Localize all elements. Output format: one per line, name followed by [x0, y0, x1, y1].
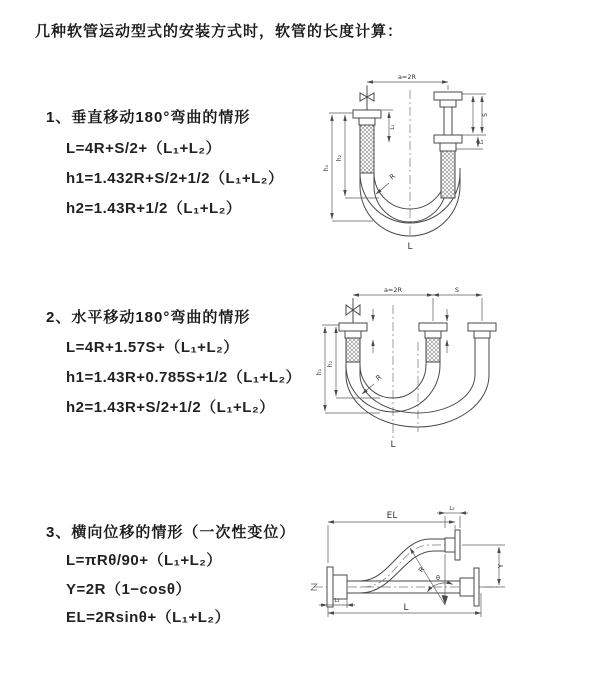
label-el: EL [386, 511, 398, 521]
label-l: L [403, 603, 409, 613]
label-l1: L₁ [390, 124, 396, 130]
label-r: R [388, 172, 398, 182]
label-a2r: a=2R [397, 73, 417, 81]
label-r: R [417, 565, 427, 575]
label-y: Y [497, 563, 505, 569]
dimension-EL [328, 511, 455, 563]
section-2-formula-h1: h1=1.43R+0.785S+1/2（L₁+L₂） [66, 369, 302, 386]
label-h2: h₂ [327, 360, 334, 368]
label-h2: h₂ [336, 154, 343, 162]
left-flange-assembly [339, 323, 367, 362]
section-1-formula-L: L=4R+S/2+（L₁+L₂） [66, 140, 222, 157]
label-l1: L₁ [334, 598, 340, 604]
dimension-a2r [367, 73, 448, 92]
right-flange-assembly [468, 323, 496, 338]
section-3-heading: 3、横向位移的情形（一次性变位） [46, 524, 296, 541]
label-r: R [374, 373, 384, 383]
label-l-total: L [407, 242, 413, 252]
label-s: S [454, 286, 460, 294]
label-l2: L₂ [479, 139, 485, 145]
section-1-heading: 1、垂直移动180°弯曲的情形 [46, 109, 251, 126]
dimension-a2r-S [353, 286, 482, 321]
label-s: S [482, 113, 489, 117]
diagram-vertical-180-bend [315, 68, 600, 260]
middle-flange-assembly [419, 323, 447, 362]
label-theta: θ [436, 574, 440, 582]
section-1-formula-h1: h1=1.432R+S/2+1/2（L₁+L₂） [66, 170, 284, 187]
diagram-horizontal-180-bend [310, 280, 600, 458]
dimension-L2 [437, 506, 468, 528]
section-2-heading: 2、水平移动180°弯曲的情形 [46, 309, 251, 326]
section-3-formula-Y: Y=2R（1−cosθ） [66, 581, 191, 598]
label-l2: L₂ [449, 506, 455, 512]
center-axis [393, 305, 418, 438]
lower-right-flange [460, 568, 479, 606]
section-3-formula-L: L=πRθ/90+（L₁+L₂） [66, 552, 222, 569]
section-2-formula-h2: h2=1.43R+S/2+1/2（L₁+L₂） [66, 399, 275, 416]
radius-callout [376, 172, 397, 194]
hose-u-bends [346, 338, 489, 427]
label-a2r: a=2R [383, 286, 403, 294]
section-1-formula-h2: h2=1.43R+1/2（L₁+L₂） [66, 200, 242, 217]
label-l-total: L [390, 440, 396, 450]
upper-right-flange [445, 530, 460, 560]
section-2-formula-L: L=4R+1.57S+（L₁+L₂） [66, 339, 239, 356]
label-h1: h₁ [323, 164, 330, 172]
label-h1: h₁ [316, 368, 323, 376]
diagram-lateral-displacement [300, 498, 600, 650]
left-flange-assembly [353, 110, 381, 173]
dimension-L1 [382, 110, 396, 142]
section-3-formula-EL: EL=2Rsinθ+（L₁+L₂） [66, 609, 231, 626]
dimension-L1 [319, 598, 355, 608]
right-flange-assembly [434, 92, 462, 198]
page-title: 几种软管运动型式的安装方式时，软管的长度计算： [35, 23, 404, 40]
